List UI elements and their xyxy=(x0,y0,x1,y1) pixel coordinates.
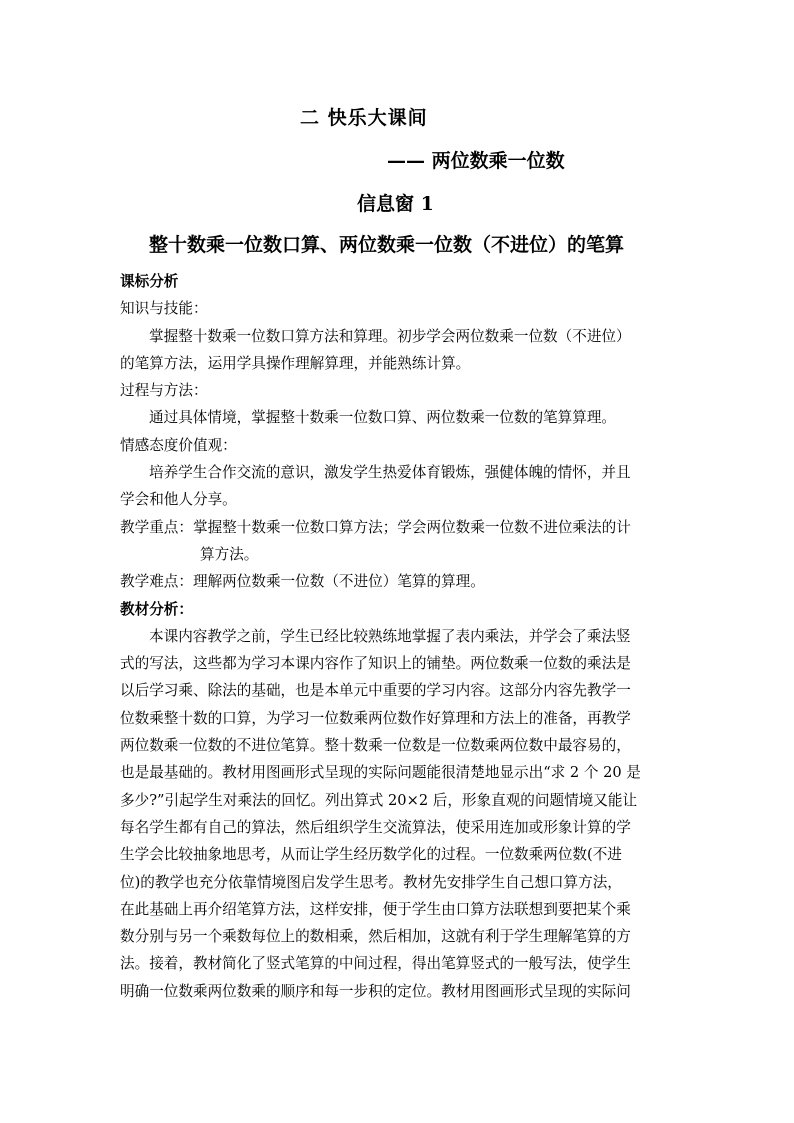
paragraph-line: 多少?”引起学生对乘法的回忆。列出算式 20×2 后，形象直观的问题情境又能让 xyxy=(120,791,638,809)
paragraph-line: 位)的教学也充分依靠情境图启发学生思考。教材先安排学生自己想口算方法， xyxy=(120,873,622,891)
paragraph-line: 数分别与另一个乘数每位上的数相乘，然后相加，这就有利于学生理解笔算的方 xyxy=(120,928,631,946)
paragraph-line: 在此基础上再介绍笔算方法，这样安排，便于学生由口算方法联想到要把某个乘 xyxy=(120,900,631,918)
section-heading-textbook-analysis: 教材分析： xyxy=(120,600,193,618)
paragraph-line: 本课内容教学之前，学生已经比较熟练地掌握了表内乘法，并学会了乘法竖 xyxy=(149,627,631,645)
paragraph-line: 培养学生合作交流的意识，激发学生热爱体育锻炼，强健体魄的情怀，并且 xyxy=(149,464,631,482)
subheading-process-methods: 过程与方法： xyxy=(120,382,208,400)
paragraph-line: 掌握整十数乘一位数口算方法和算理。初步学会两位数乘一位数（不进位） xyxy=(149,327,631,345)
info-window-title: 信息窗 1 xyxy=(357,193,434,215)
paragraph-line: 式的写法，这些都为学习本课内容作了知识上的铺垫。两位数乘一位数的乘法是 xyxy=(120,655,631,673)
paragraph-line: 以后学习乘、除法的基础，也是本单元中重要的学习内容。这部分内容先教学一 xyxy=(120,682,631,700)
paragraph-line: 位数乘整十数的口算，为学习一位数乘两位数作好算理和方法上的准备，再教学 xyxy=(120,709,631,727)
paragraph-line: 的笔算方法，运用学具操作理解算理，并能熟练计算。 xyxy=(120,354,471,372)
teaching-key-point-continued: 算方法。 xyxy=(200,545,259,563)
chapter-title: 二 快乐大课间 xyxy=(300,107,428,129)
teaching-key-point: 教学重点：掌握整十数乘一位数口算方法；学会两位数乘一位数不进位乘法的计 xyxy=(120,518,631,536)
paragraph-line: 通过具体情境，掌握整十数乘一位数口算、两位数乘一位数的笔算算理。 xyxy=(149,409,617,427)
teaching-difficulty: 教学难点：理解两位数乘一位数（不进位）笔算的算理。 xyxy=(120,573,485,591)
subheading-knowledge-skills: 知识与技能： xyxy=(120,300,208,318)
paragraph-line: 生学会比较抽象地思考，从而让学生经历数学化的过程。一位数乘两位数(不进 xyxy=(120,846,622,864)
paragraph-line: 法。接着，教材简化了竖式笔算的中间过程，得出笔算竖式的一般写法，使学生 xyxy=(120,955,631,973)
subheading-attitude-values: 情感态度价值观： xyxy=(120,436,237,454)
paragraph-line: 每名学生都有自己的算法，然后组织学生交流算法，使采用连加或形象计算的学 xyxy=(120,818,631,836)
document-body xyxy=(120,268,682,1005)
paragraph-line: 两位数乘一位数的不进位笔算。整十数乘一位数是一位数乘两位数中最容易的， xyxy=(120,737,631,755)
lesson-topic-title: 整十数乘一位数口算、两位数乘一位数（不进位）的笔算 xyxy=(149,234,625,256)
paragraph-line: 也是最基础的。教材用图画形式呈现的实际问题能很清楚地显示出“求 2 个 20 是 xyxy=(120,764,641,782)
chapter-subtitle: —— 两位数乘一位数 xyxy=(387,150,565,172)
section-heading-curriculum-analysis: 课标分析 xyxy=(120,273,179,290)
paragraph-line: 学会和他人分享。 xyxy=(120,491,237,509)
paragraph-line: 明确一位数乘两位数乘的顺序和每一步积的定位。教材用图画形式呈现的实际问 xyxy=(120,982,631,1000)
